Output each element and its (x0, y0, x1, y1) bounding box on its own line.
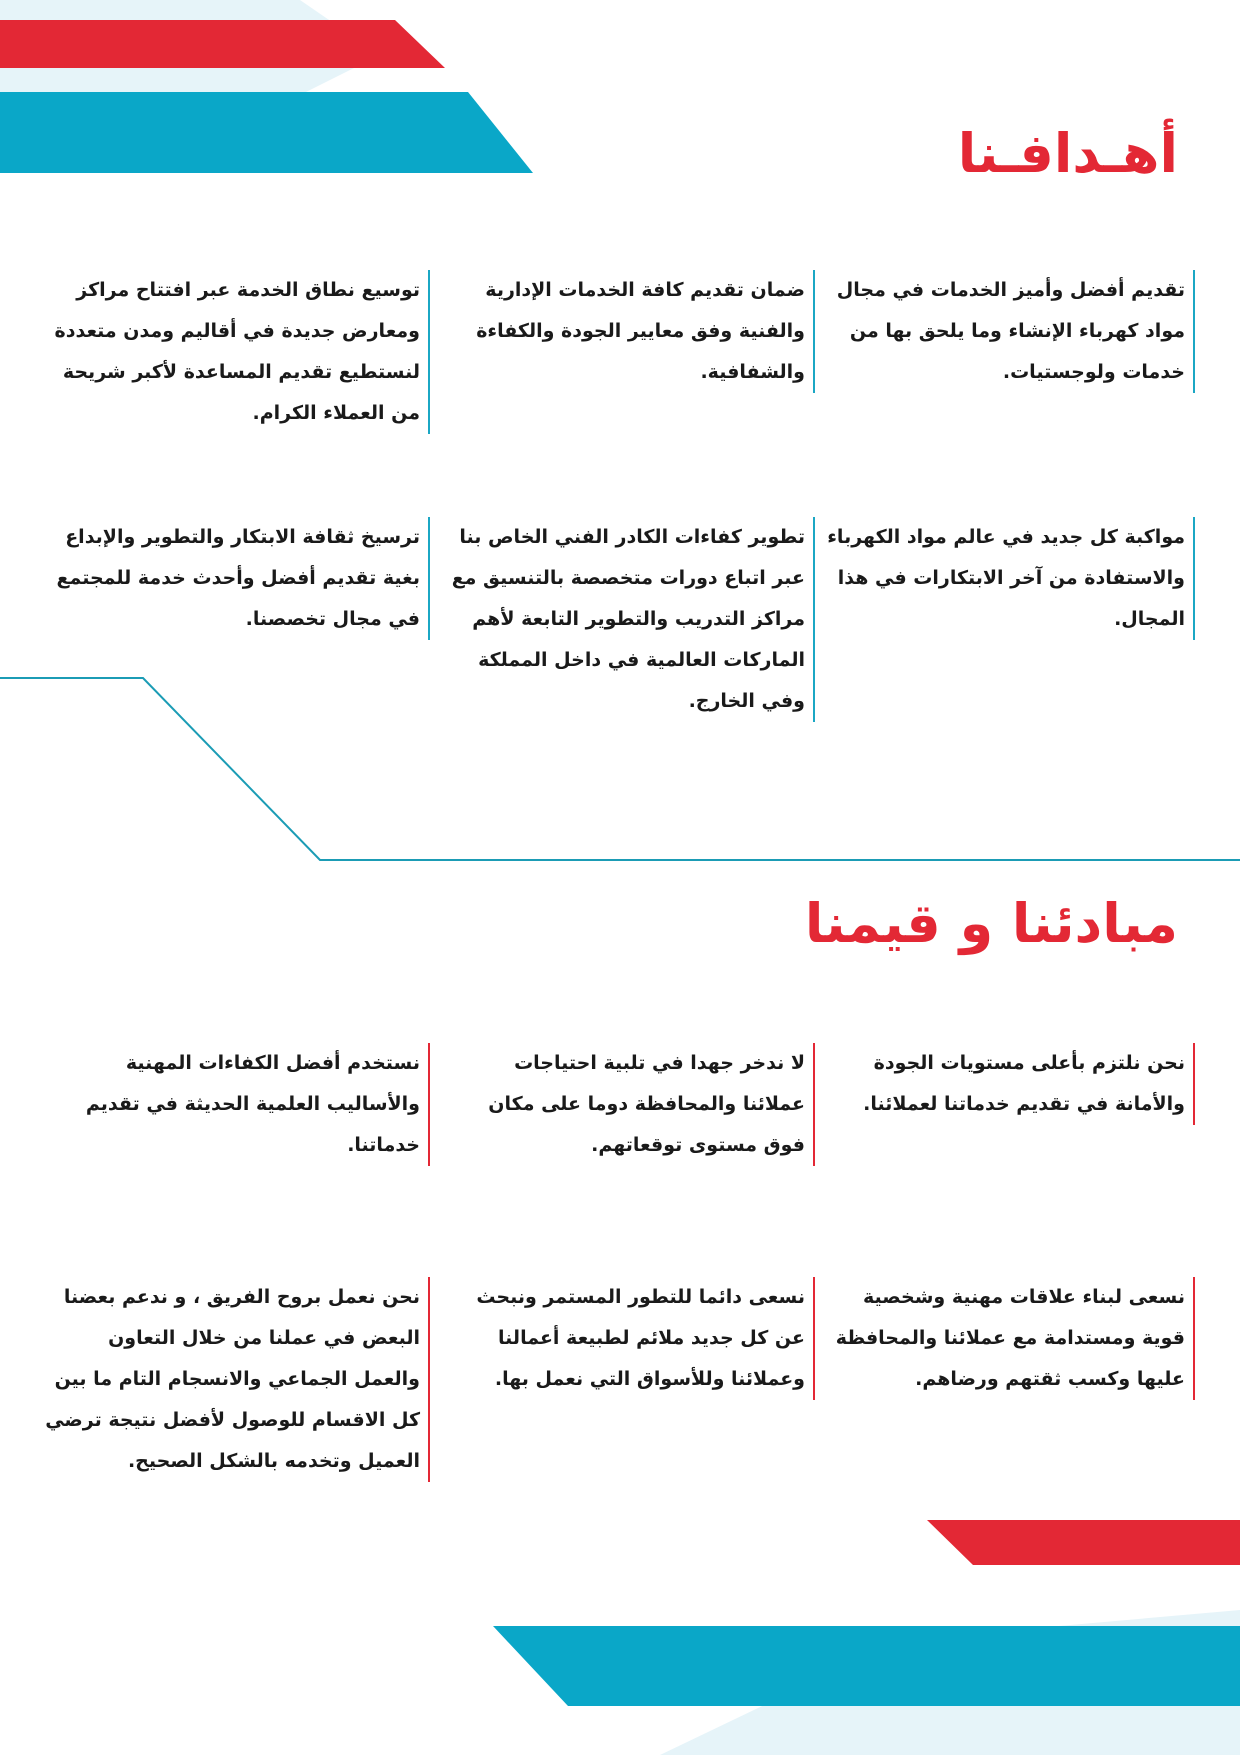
top-light-wedge (0, 0, 380, 95)
goal-item: تقديم أفضل وأميز الخدمات في مجال مواد كهرباء الإنشاء وما يلحق بها من خدمات ولوجستيات. (825, 270, 1195, 393)
value-item: نحن نلتزم بأعلى مستويات الجودة والأمانة في تقديم خدماتنا لعملائنا. (825, 1043, 1195, 1125)
bottom-teal-band (493, 1626, 1240, 1706)
value-item: نسعى دائما للتطور المستمر ونبحث عن كل جديد ملائم لطبيعة أعمالنا وعملائنا وللأسواق التي نعمل بها. (450, 1277, 815, 1400)
value-item: نسعى لبناء علاقات مهنية وشخصية قوية ومستدامة مع عملائنا والمحافظة عليها وكسب ثقتهم ورضاهم. (825, 1277, 1195, 1400)
values-title: مبادئنا و قيمنا (804, 892, 1178, 955)
goal-item: ترسيخ ثقافة الابتكار والتطوير والإبداع بغية تقديم أفضل وأحدث خدمة للمجتمع في مجال تخصصنا. (40, 517, 430, 640)
value-item: نحن نعمل بروح الفريق ، و ندعم بعضنا البعض في عملنا من خلال التعاون والعمل الجماعي والانسجام التام ما بين كل الاقسام للوصول لأفضل نتيجة ترضي العميل وتخدمه بالشكل الصحيح. (40, 1277, 430, 1482)
goal-item: توسيع نطاق الخدمة عبر افتتاح مراكز ومعارض جديدة في أقاليم ومدن متعددة لنستطيع تقديم المساعدة لأكبر شريحة من العملاء الكرام. (40, 270, 430, 434)
goal-item: تطوير كفاءات الكادر الفني الخاص بنا عبر اتباع دورات متخصصة بالتنسيق مع مراكز التدريب والتطوير التابعة لأهم الماركات العالمية في داخل المملكة وفي الخارج. (450, 517, 815, 722)
goal-item: ضمان تقديم كافة الخدمات الإدارية والفنية وفق معايير الجودة والكفاءة والشفافية. (450, 270, 815, 393)
bottom-light-wedge (660, 1610, 1240, 1755)
goal-item: مواكبة كل جديد في عالم مواد الكهرباء والاستفادة من آخر الابتكارات في هذا المجال. (825, 517, 1195, 640)
value-item: لا ندخر جهدا في تلبية احتياجات عملائنا والمحافظة دوما على مكان فوق مستوى توقعاتهم. (450, 1043, 815, 1166)
bottom-red-band (927, 1520, 1240, 1565)
value-item: نستخدم أفضل الكفاءات المهنية والأساليب العلمية الحديثة في تقديم خدماتنا. (40, 1043, 430, 1166)
top-red-band (0, 20, 445, 68)
goals-title: أهـدافـنا (957, 122, 1178, 185)
top-teal-band (0, 92, 533, 173)
